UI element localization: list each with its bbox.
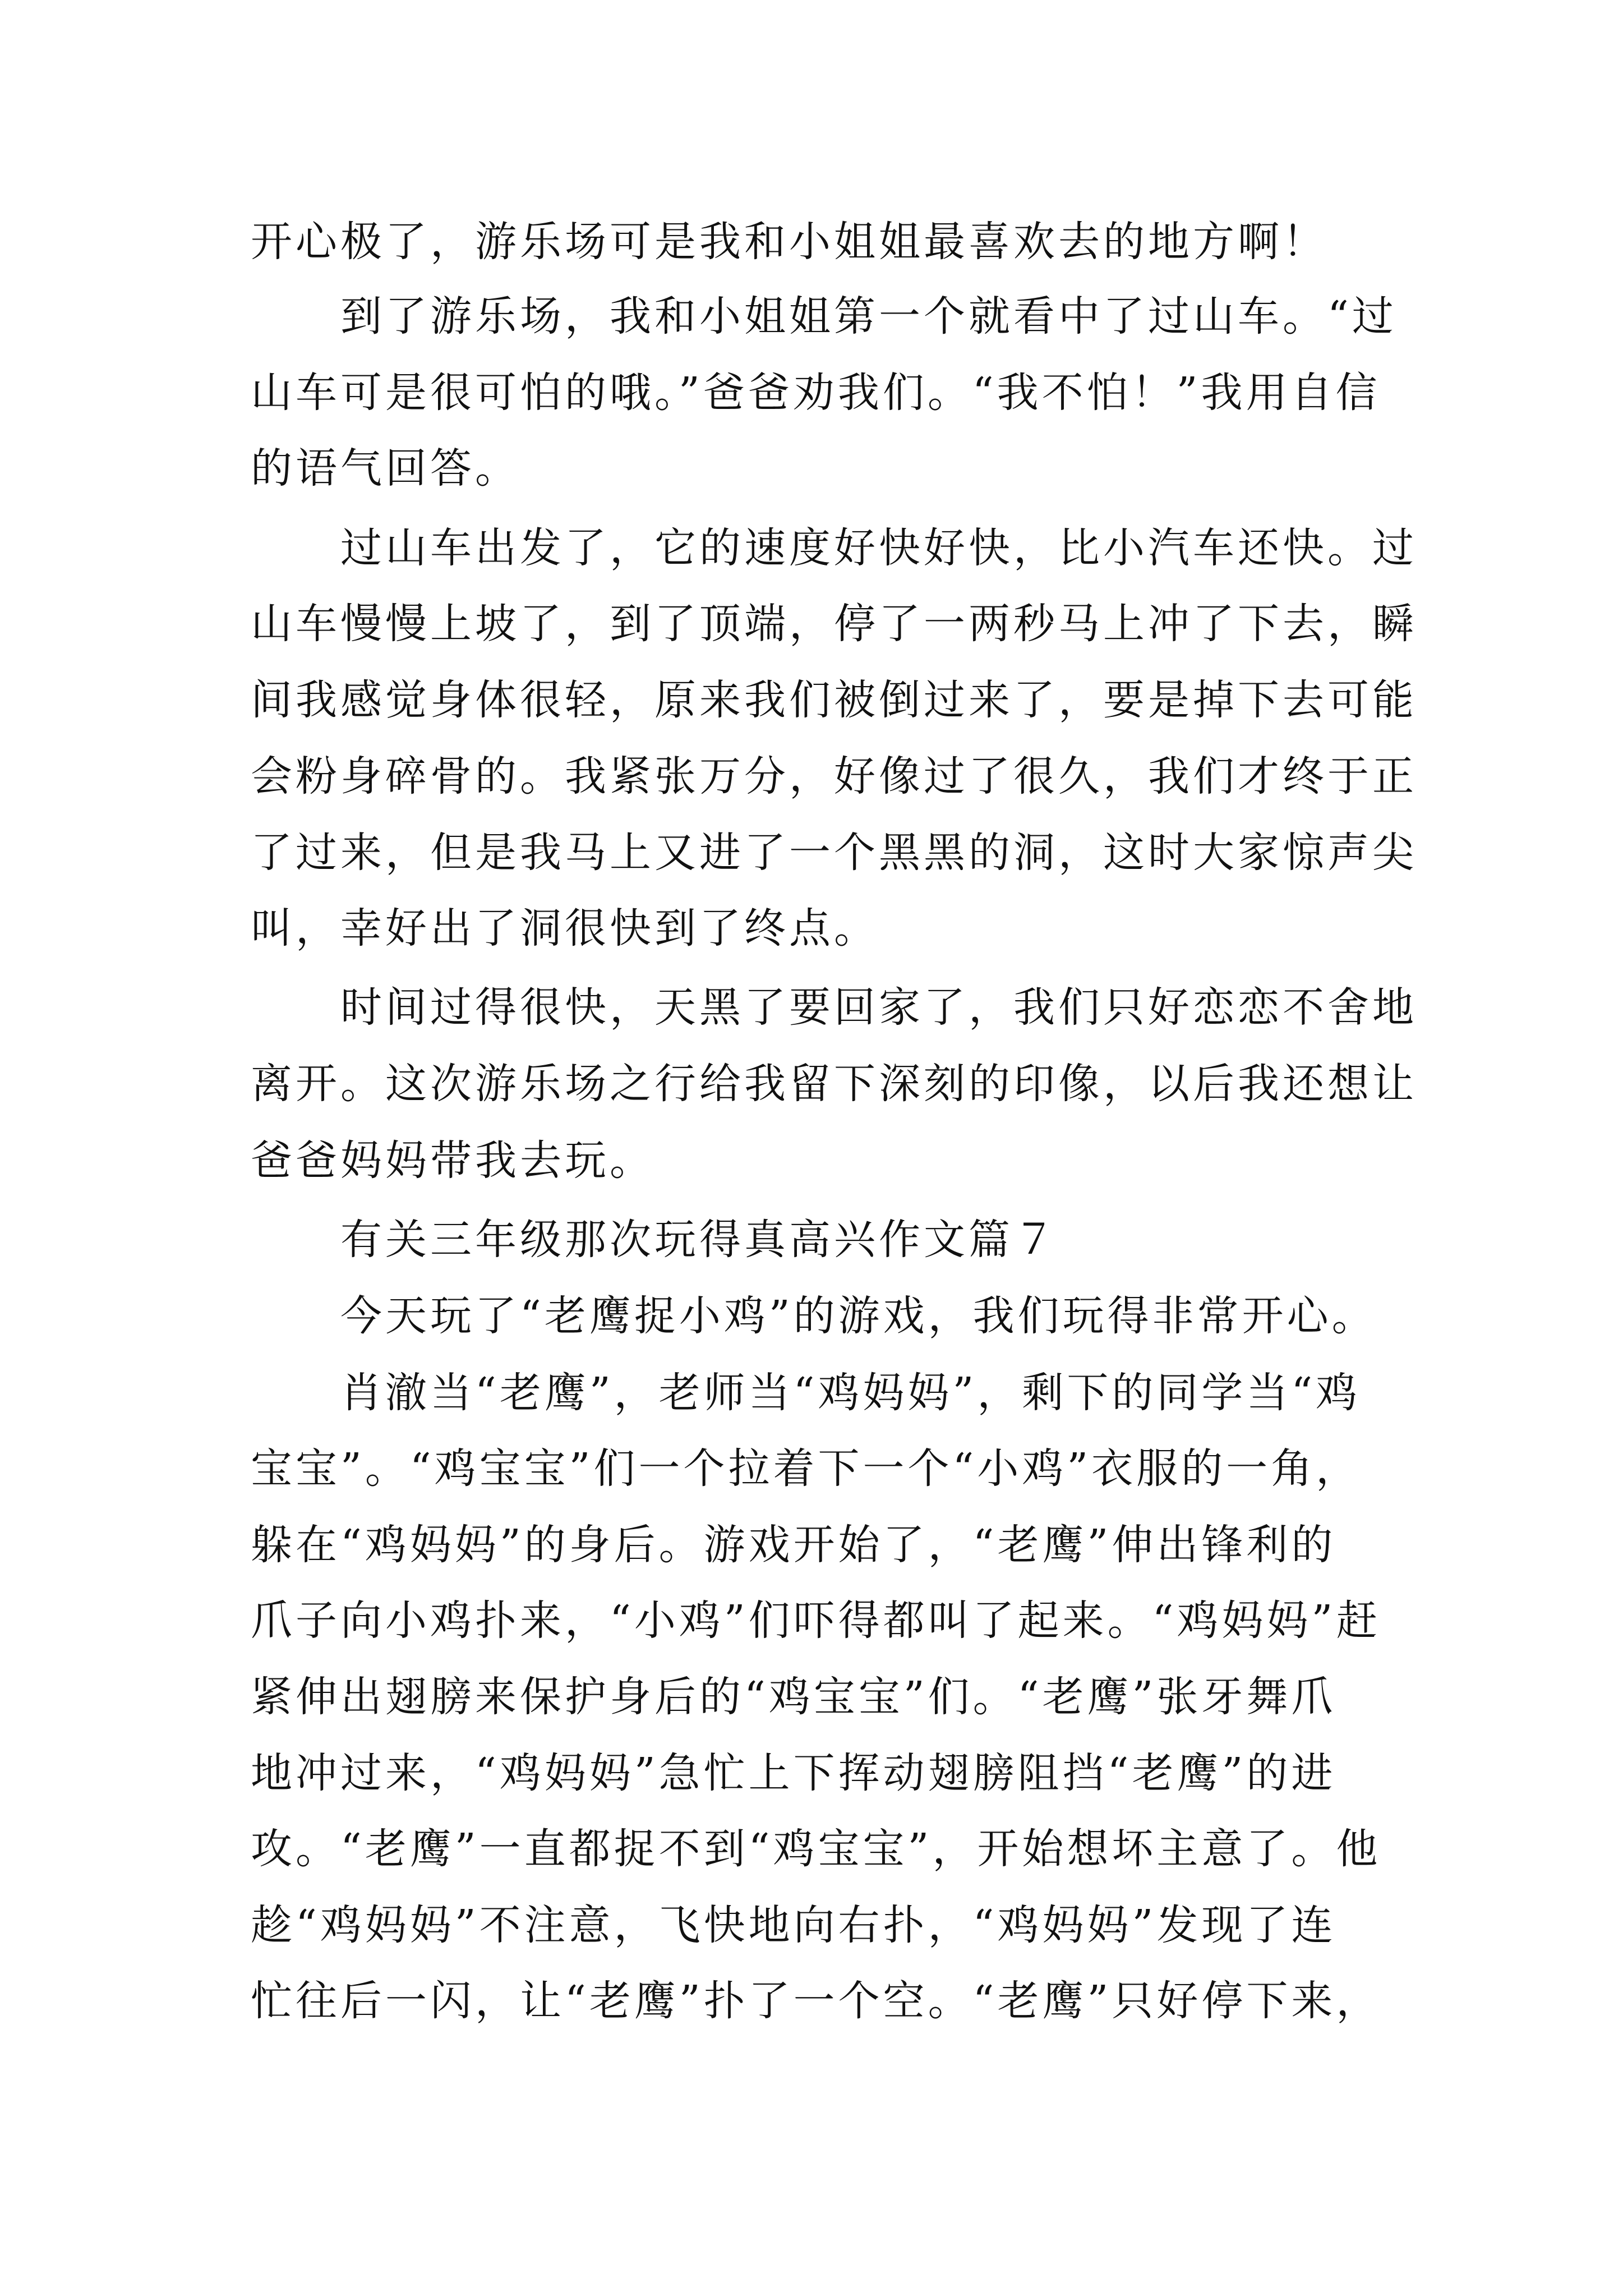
text-line: 躲在“鸡妈妈”的身后。游戏开始了，“老鹰”伸出锋利的 (251, 1521, 1336, 1569)
section-heading: 有关三年级那次玩得真高兴作文篇７ (251, 1216, 1058, 1264)
text-line: 肖澈当“老鹰”，老师当“鸡妈妈”，剩下的同学当“鸡 (251, 1369, 1361, 1417)
text-line: 时间过得很快，天黑了要回家了，我们只好恋恋不舍地 (251, 983, 1417, 1032)
text-line: 今天玩了“老鹰捉小鸡”的游戏，我们玩得非常开心。 (251, 1292, 1377, 1340)
text-line: 的语气回答。 (251, 444, 520, 493)
text-line: 会粉身碎骨的。我紧张万分，好像过了很久，我们才终于正 (251, 752, 1417, 800)
text-line: 宝宝”。“鸡宝宝”们一个拉着下一个“小鸡”衣服的一角， (251, 1444, 1361, 1493)
text-line: 叫，幸好出了洞很快到了终点。 (251, 904, 879, 953)
text-line: 忙往后一闪，让“老鹰”扑了一个空。“老鹰”只好停下来， (251, 1977, 1381, 2025)
text-line: 山车慢慢上坡了，到了顶端，停了一两秒马上冲了下去，瞬 (251, 600, 1417, 648)
text-line: 到了游乐场，我和小姐姐第一个就看中了过山车。“过 (251, 292, 1397, 341)
text-line: 开心极了，游乐场可是我和小姐姐最喜欢去的地方啊！ (251, 218, 1327, 266)
text-line: 攻。“老鹰”一直都捉不到“鸡宝宝”，开始想坏主意了。他 (251, 1825, 1381, 1873)
text-line: 山车可是很可怕的哦。”爸爸劝我们。“我不怕！”我用自信 (251, 369, 1381, 417)
text-line: 间我感觉身体很轻，原来我们被倒过来了，要是掉下去可能 (251, 676, 1417, 724)
text-line: 紧伸出翅膀来保护身后的“鸡宝宝”们。“老鹰”张牙舞爪 (251, 1673, 1336, 1721)
text-line: 地冲过来，“鸡妈妈”急忙上下挥动翅膀阻挡“老鹰”的进 (251, 1749, 1336, 1797)
text-line: 爪子向小鸡扑来，“小鸡”们吓得都叫了起来。“鸡妈妈”赶 (251, 1596, 1381, 1645)
text-line: 离开。这次游乐场之行给我留下深刻的印像，以后我还想让 (251, 1060, 1417, 1108)
text-line: 趁“鸡妈妈”不注意，飞快地向右扑，“鸡妈妈”发现了连 (251, 1901, 1336, 1949)
text-line: 了过来，但是我马上又进了一个黑黑的洞，这时大家惊声尖 (251, 829, 1417, 877)
text-line: 过山车出发了，它的速度好快好快，比小汽车还快。过 (251, 524, 1417, 572)
text-line: 爸爸妈妈带我去玩。 (251, 1137, 654, 1185)
